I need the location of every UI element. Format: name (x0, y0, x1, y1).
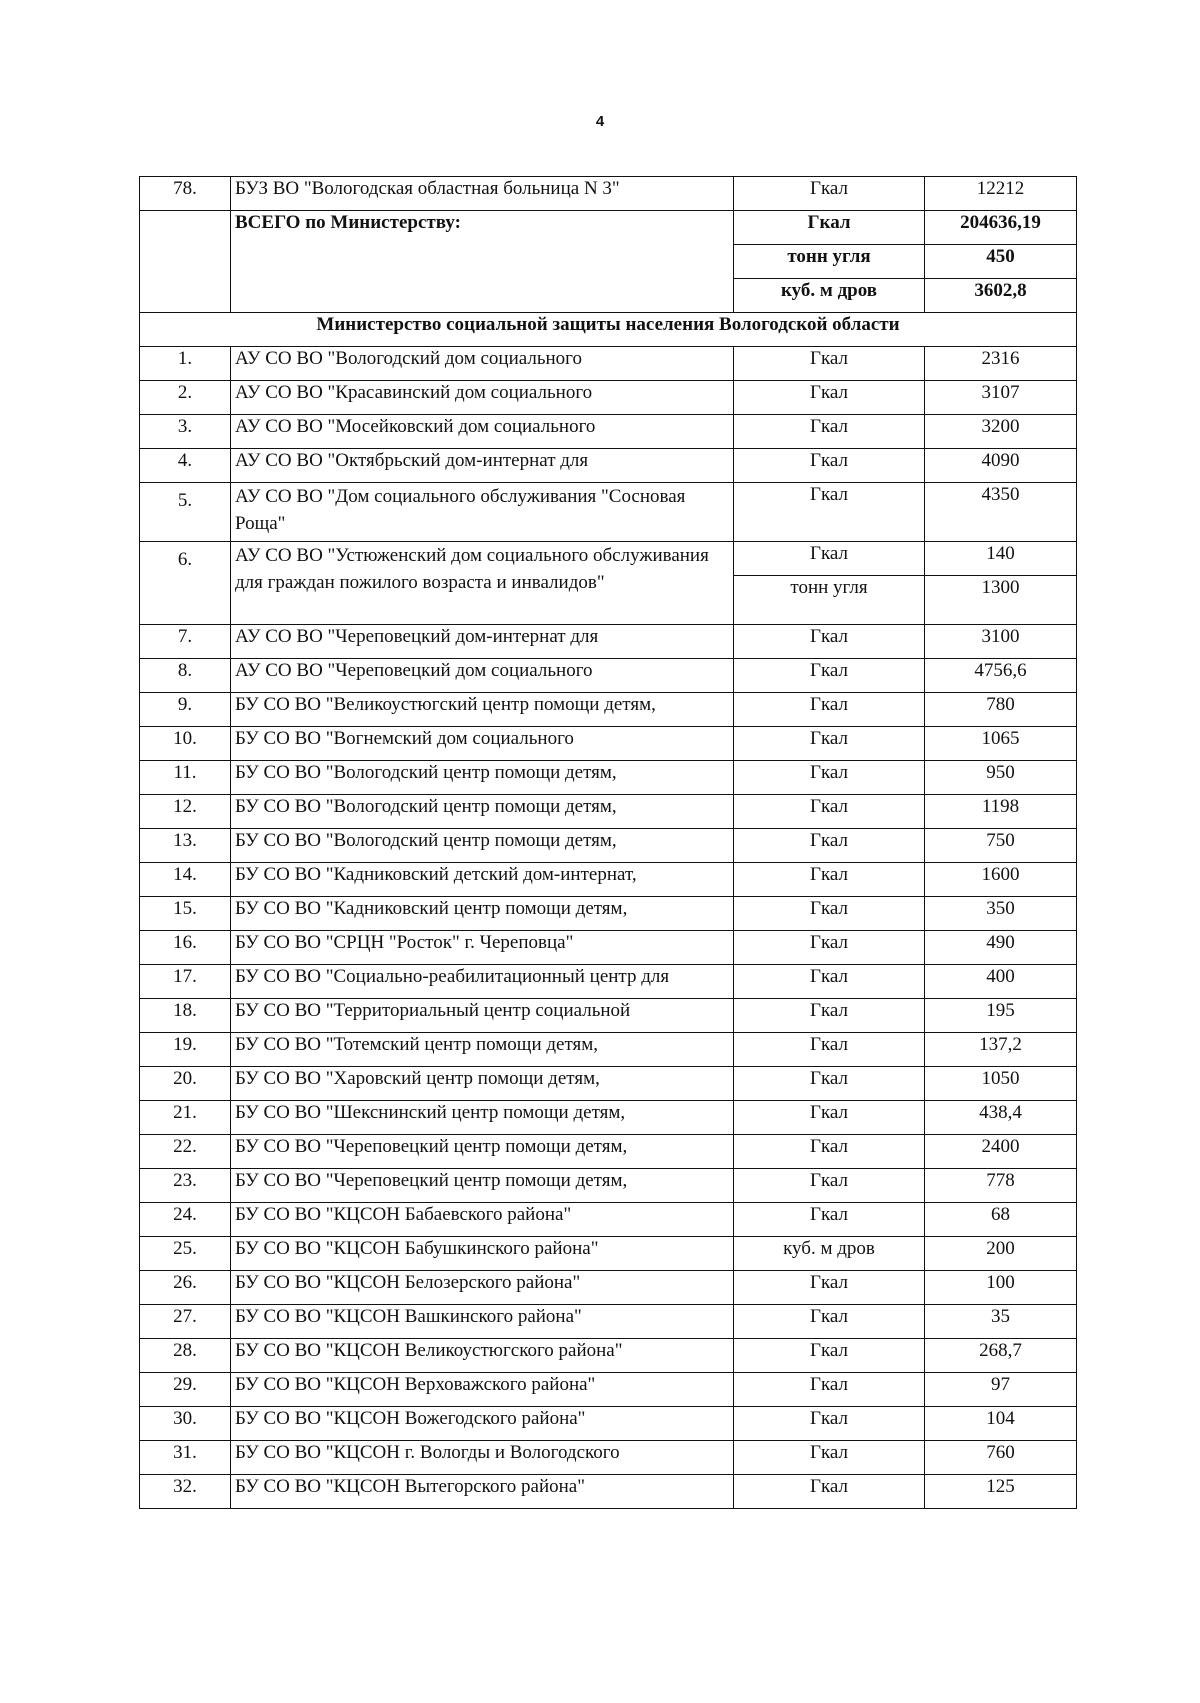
value-cell: 35 (925, 1305, 1077, 1339)
unit-cell: тонн угля (734, 576, 925, 625)
table-row (140, 347, 1077, 381)
organization-name: БУ СО ВО "Кадниковский центр помощи детям, (231, 897, 734, 931)
total-unit: Гкал (734, 211, 925, 245)
table-row (140, 965, 1077, 999)
organization-name: БУ СО ВО "Социально-реабилитационный центр для (231, 965, 734, 999)
unit-cell: Гкал (734, 542, 925, 576)
row-number: 14. (140, 863, 231, 897)
table-row (140, 1373, 1077, 1407)
table-body (140, 177, 1077, 1509)
organization-name: БУ СО ВО "Великоустюгский центр помощи детям, (231, 693, 734, 727)
unit-cell: Гкал (734, 829, 925, 863)
organization-name: АУ СО ВО "Устюженский дом социального обслуживания для граждан пожилого возраста и инвалидов" (231, 542, 734, 625)
section-row (140, 313, 1077, 347)
row-number: 25. (140, 1237, 231, 1271)
organization-name: БУ СО ВО "Шекснинский центр помощи детям, (231, 1101, 734, 1135)
row-number: 13. (140, 829, 231, 863)
organization-name: БУ СО ВО "СРЦН "Росток" г. Череповца" (231, 931, 734, 965)
table-row (140, 1271, 1077, 1305)
value-cell: 4756,6 (925, 659, 1077, 693)
organization-name: БУ СО ВО "Вологодский центр помощи детям, (231, 761, 734, 795)
unit-cell: Гкал (734, 1441, 925, 1475)
organization-name: БУ СО ВО "КЦСОН г. Вологды и Вологодского (231, 1441, 734, 1475)
value-cell: 778 (925, 1169, 1077, 1203)
value-cell: 140 (925, 542, 1077, 576)
unit-cell: Гкал (734, 1271, 925, 1305)
organization-name: АУ СО ВО "Мосейковский дом социального (231, 415, 734, 449)
organization-name: БУЗ ВО "Вологодская областная больница N 3" (231, 177, 734, 211)
table-row (140, 931, 1077, 965)
organization-name: БУ СО ВО "Территориальный центр социальной (231, 999, 734, 1033)
row-number: 17. (140, 965, 231, 999)
row-number: 26. (140, 1271, 231, 1305)
value-cell: 3100 (925, 625, 1077, 659)
organization-name: АУ СО ВО "Череповецкий дом-интернат для (231, 625, 734, 659)
table-row (140, 1033, 1077, 1067)
table-row (140, 1101, 1077, 1135)
row-number: 19. (140, 1033, 231, 1067)
total-value: 450 (925, 245, 1077, 279)
row-number: 24. (140, 1203, 231, 1237)
organization-name: БУ СО ВО "КЦСОН Великоустюгского района" (231, 1339, 734, 1373)
organization-name: БУ СО ВО "Вологодский центр помощи детям, (231, 795, 734, 829)
table-row (140, 693, 1077, 727)
table-row (140, 1407, 1077, 1441)
total-unit: куб. м дров (734, 279, 925, 313)
organization-name: БУ СО ВО "КЦСОН Бабаевского района" (231, 1203, 734, 1237)
organization-name: АУ СО ВО "Октябрьский дом-интернат для (231, 449, 734, 483)
table-row (140, 999, 1077, 1033)
value-cell: 268,7 (925, 1339, 1077, 1373)
unit-cell: Гкал (734, 483, 925, 542)
unit-cell: Гкал (734, 1339, 925, 1373)
table-row (140, 863, 1077, 897)
unit-cell: Гкал (734, 693, 925, 727)
total-row (140, 211, 1077, 245)
organization-name: АУ СО ВО "Красавинский дом социального (231, 381, 734, 415)
value-cell: 100 (925, 1271, 1077, 1305)
unit-cell: Гкал (734, 1101, 925, 1135)
value-cell: 400 (925, 965, 1077, 999)
table-row (140, 761, 1077, 795)
table-row (140, 1135, 1077, 1169)
row-number: 20. (140, 1067, 231, 1101)
value-cell: 125 (925, 1475, 1077, 1509)
value-cell: 195 (925, 999, 1077, 1033)
unit-cell: Гкал (734, 1305, 925, 1339)
page-number: 4 (595, 113, 605, 130)
unit-cell: Гкал (734, 415, 925, 449)
value-cell: 780 (925, 693, 1077, 727)
organization-name: АУ СО ВО "Дом социального обслуживания "Сосновая Роща" (231, 483, 734, 542)
consumption-table (139, 176, 1077, 1509)
row-number: 15. (140, 897, 231, 931)
table-row (140, 483, 1077, 542)
value-cell: 97 (925, 1373, 1077, 1407)
table-row (140, 1339, 1077, 1373)
row-number: 11. (140, 761, 231, 795)
row-number: 23. (140, 1169, 231, 1203)
unit-cell: Гкал (734, 1475, 925, 1509)
table-row (140, 1305, 1077, 1339)
table-row (140, 829, 1077, 863)
table-row (140, 795, 1077, 829)
row-number: 7. (140, 625, 231, 659)
unit-cell: Гкал (734, 1407, 925, 1441)
organization-name: БУ СО ВО "КЦСОН Вашкинского района" (231, 1305, 734, 1339)
unit-cell: Гкал (734, 1373, 925, 1407)
row-number: 78. (140, 177, 231, 211)
unit-cell: Гкал (734, 727, 925, 761)
row-number: 12. (140, 795, 231, 829)
value-cell: 4090 (925, 449, 1077, 483)
table-row (140, 415, 1077, 449)
organization-name: БУ СО ВО "КЦСОН Белозерского района" (231, 1271, 734, 1305)
value-cell: 137,2 (925, 1033, 1077, 1067)
table-row (140, 177, 1077, 211)
table-row (140, 381, 1077, 415)
row-number: 10. (140, 727, 231, 761)
value-cell: 750 (925, 829, 1077, 863)
unit-cell: Гкал (734, 659, 925, 693)
organization-name: БУ СО ВО "Вологодский центр помощи детям, (231, 829, 734, 863)
value-cell: 1300 (925, 576, 1077, 625)
row-number: 32. (140, 1475, 231, 1509)
unit-cell: Гкал (734, 1033, 925, 1067)
row-number: 3. (140, 415, 231, 449)
organization-name: БУ СО ВО "КЦСОН Верховажского района" (231, 1373, 734, 1407)
value-cell: 1198 (925, 795, 1077, 829)
row-number: 16. (140, 931, 231, 965)
value-cell: 950 (925, 761, 1077, 795)
unit-cell: Гкал (734, 999, 925, 1033)
table-row (140, 659, 1077, 693)
value-cell: 4350 (925, 483, 1077, 542)
unit-cell: Гкал (734, 965, 925, 999)
unit-cell: Гкал (734, 1169, 925, 1203)
unit-cell: Гкал (734, 897, 925, 931)
unit-cell: Гкал (734, 863, 925, 897)
table-row (140, 625, 1077, 659)
table-row (140, 1203, 1077, 1237)
unit-cell: Гкал (734, 1203, 925, 1237)
row-number: 1. (140, 347, 231, 381)
row-number: 2. (140, 381, 231, 415)
organization-name: БУ СО ВО "Череповецкий центр помощи детям, (231, 1135, 734, 1169)
value-cell: 1065 (925, 727, 1077, 761)
row-number: 9. (140, 693, 231, 727)
table-row (140, 1441, 1077, 1475)
section-title: Министерство социальной защиты населения Вологодской области (140, 313, 1077, 347)
unit-cell: Гкал (734, 761, 925, 795)
row-number: 29. (140, 1373, 231, 1407)
table-row (140, 1237, 1077, 1271)
value-cell: 3107 (925, 381, 1077, 415)
row-number: 30. (140, 1407, 231, 1441)
table-row (140, 542, 1077, 576)
row-number: 6. (140, 542, 231, 625)
value-cell: 438,4 (925, 1101, 1077, 1135)
row-number: 4. (140, 449, 231, 483)
row-number: 21. (140, 1101, 231, 1135)
row-number: 5. (140, 483, 231, 542)
total-value: 3602,8 (925, 279, 1077, 313)
organization-name: БУ СО ВО "Вогнемский дом социального (231, 727, 734, 761)
table-row (140, 1067, 1077, 1101)
unit-cell: Гкал (734, 625, 925, 659)
value-cell: 3200 (925, 415, 1077, 449)
unit-cell: Гкал (734, 1135, 925, 1169)
unit-cell: Гкал (734, 177, 925, 211)
row-number: 18. (140, 999, 231, 1033)
table-row (140, 1475, 1077, 1509)
organization-name: БУ СО ВО "Кадниковский детский дом-интернат, (231, 863, 734, 897)
organization-name: БУ СО ВО "КЦСОН Вытегорского района" (231, 1475, 734, 1509)
organization-name: АУ СО ВО "Вологодский дом социального (231, 347, 734, 381)
table-row (140, 727, 1077, 761)
total-num-cell (140, 211, 231, 313)
unit-cell: Гкал (734, 381, 925, 415)
organization-name: БУ СО ВО "КЦСОН Бабушкинского района" (231, 1237, 734, 1271)
row-number: 8. (140, 659, 231, 693)
total-value: 204636,19 (925, 211, 1077, 245)
value-cell: 350 (925, 897, 1077, 931)
organization-name: БУ СО ВО "Харовский центр помощи детям, (231, 1067, 734, 1101)
row-number: 28. (140, 1339, 231, 1373)
value-cell: 2400 (925, 1135, 1077, 1169)
unit-cell: Гкал (734, 449, 925, 483)
unit-cell: Гкал (734, 347, 925, 381)
value-cell: 2316 (925, 347, 1077, 381)
value-cell: 1050 (925, 1067, 1077, 1101)
unit-cell: Гкал (734, 1067, 925, 1101)
value-cell: 1600 (925, 863, 1077, 897)
organization-name: БУ СО ВО "КЦСОН Вожегодского района" (231, 1407, 734, 1441)
row-number: 27. (140, 1305, 231, 1339)
row-number: 22. (140, 1135, 231, 1169)
value-cell: 490 (925, 931, 1077, 965)
organization-name: БУ СО ВО "Тотемский центр помощи детям, (231, 1033, 734, 1067)
table-row (140, 1169, 1077, 1203)
value-cell: 68 (925, 1203, 1077, 1237)
row-number: 31. (140, 1441, 231, 1475)
total-label: ВСЕГО по Министерству: (231, 211, 734, 313)
organization-name: БУ СО ВО "Череповецкий центр помощи детям, (231, 1169, 734, 1203)
unit-cell: Гкал (734, 931, 925, 965)
value-cell: 104 (925, 1407, 1077, 1441)
value-cell: 200 (925, 1237, 1077, 1271)
table-row (140, 449, 1077, 483)
value-cell: 12212 (925, 177, 1077, 211)
organization-name: АУ СО ВО "Череповецкий дом социального (231, 659, 734, 693)
unit-cell: Гкал (734, 795, 925, 829)
value-cell: 760 (925, 1441, 1077, 1475)
table-row (140, 897, 1077, 931)
unit-cell: куб. м дров (734, 1237, 925, 1271)
total-unit: тонн угля (734, 245, 925, 279)
